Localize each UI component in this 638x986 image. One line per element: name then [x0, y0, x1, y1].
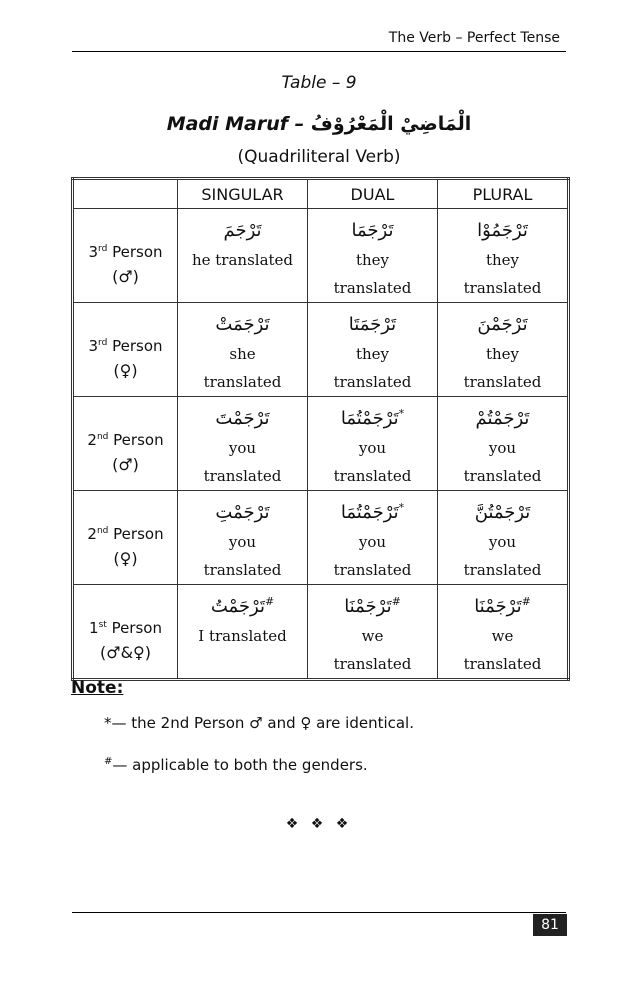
- translation-line-2: translated: [463, 655, 542, 673]
- translation-line-2: translated: [333, 655, 412, 673]
- note-line-identical: [104, 714, 414, 732]
- table-row: [73, 209, 569, 303]
- person-cell: [73, 491, 178, 585]
- translation-line-1: we: [361, 627, 384, 645]
- table-subtitle: (Quadriliteral Verb): [237, 147, 401, 167]
- translation-line-1: we: [491, 627, 514, 645]
- translation-line-1: they: [355, 345, 390, 363]
- translation-line-2: translated: [203, 561, 282, 579]
- person-suffix: rd: [98, 244, 108, 254]
- header-rule: [72, 51, 566, 52]
- person-label: Person: [111, 619, 162, 637]
- verb-cell: [178, 303, 308, 397]
- footnote-marker: *: [398, 407, 405, 420]
- page-number: 81: [533, 914, 567, 936]
- translation-line-2: translated: [333, 467, 412, 485]
- person-suffix: nd: [96, 432, 109, 442]
- translation-line-2: translated: [463, 279, 542, 297]
- translation-line-1: you: [488, 533, 517, 551]
- verb-cell: [308, 209, 438, 303]
- arabic-verb: تَرْجَمَتْ: [215, 314, 270, 335]
- verb-cell: [438, 397, 569, 491]
- arabic-verb: تَرْجَمَتَا: [348, 314, 397, 335]
- translation-line-2: translated: [333, 561, 412, 579]
- footer-rule: [72, 912, 566, 913]
- note-line-both-genders: [104, 756, 368, 774]
- arabic-verb: تَرْجَمْتُ: [210, 596, 265, 617]
- translation-line-2: translated: [463, 561, 542, 579]
- arabic-verb: تَرْجَمُوْا: [477, 220, 528, 241]
- translation-line-1: she: [229, 345, 256, 363]
- translation-line-2: translated: [463, 467, 542, 485]
- translation-line-1: you: [228, 439, 257, 457]
- gender-symbol: (♀): [113, 549, 138, 568]
- footnote-marker: #: [264, 595, 275, 608]
- running-header: The Verb – Perfect Tense: [388, 30, 560, 46]
- column-header-singular: SINGULAR: [178, 179, 308, 209]
- translation-line-1: they: [485, 251, 520, 269]
- note-text: — applicable to both the genders.: [112, 756, 368, 774]
- table-row: [73, 303, 569, 397]
- translation-line-1: you: [228, 533, 257, 551]
- table-row: [73, 585, 569, 680]
- note-text: — the 2nd Person ♂ and ♀ are identical.: [111, 714, 414, 732]
- arabic-verb: تَرْجَمْتِ: [215, 502, 270, 523]
- verb-cell: [178, 491, 308, 585]
- person-label: Person: [113, 431, 164, 449]
- verb-cell: [438, 585, 569, 680]
- arabic-verb: تَرْجَمْتُنَّ: [474, 502, 531, 523]
- verb-cell: [308, 397, 438, 491]
- verb-cell: [308, 303, 438, 397]
- table-row: [73, 397, 569, 491]
- person-suffix: st: [98, 620, 107, 630]
- arabic-verb: تَرْجَمْتُمَا: [340, 408, 399, 429]
- person-number: 2: [87, 431, 97, 449]
- translation-line-1: he translated: [191, 251, 294, 269]
- person-number: 1: [89, 619, 99, 637]
- translation-line-2: translated: [203, 373, 282, 391]
- arabic-verb: تَرْجَمْنَا: [474, 596, 522, 617]
- person-label: Person: [113, 525, 164, 543]
- verb-cell: [308, 585, 438, 680]
- gender-symbol: (♂): [112, 455, 139, 474]
- footnote-marker: #: [391, 595, 401, 608]
- translation-line-1: I translated: [198, 627, 287, 645]
- translation-line-2: translated: [333, 279, 412, 297]
- translation-line-1: they: [485, 345, 520, 363]
- gender-symbol: (♂): [112, 267, 139, 286]
- title-latin: Madi Maruf –: [166, 113, 305, 135]
- footnote-marker: *: [398, 501, 405, 514]
- person-suffix: nd: [96, 526, 109, 536]
- person-number: 2: [87, 525, 97, 543]
- translation-line-1: you: [488, 439, 517, 457]
- conjugation-table: [71, 177, 570, 681]
- translation-line-1: you: [358, 439, 387, 457]
- table-title: [0, 113, 638, 135]
- header-row: [73, 179, 569, 209]
- arabic-verb: تَرْجَمْتُمَا: [340, 502, 399, 523]
- table-number: Table – 9: [281, 73, 357, 93]
- arabic-verb: تَرْجَمَا: [351, 220, 394, 241]
- person-cell: [73, 303, 178, 397]
- translation-line-2: translated: [203, 467, 282, 485]
- verb-cell: [178, 397, 308, 491]
- person-number: 3: [88, 337, 99, 355]
- person-label: Person: [112, 337, 163, 355]
- column-header-empty: [73, 179, 178, 209]
- arabic-verb: تَرْجَمْتَ: [215, 408, 270, 429]
- verb-cell: [438, 491, 569, 585]
- footnote-marker: #: [521, 595, 531, 608]
- diamond-ornament-icon: ❖ ❖ ❖: [285, 816, 353, 832]
- gender-symbol: (♂&♀): [99, 643, 152, 662]
- arabic-verb: تَرْجَمَ: [223, 220, 262, 241]
- person-label: Person: [112, 243, 163, 261]
- verb-cell: [308, 491, 438, 585]
- translation-line-2: translated: [333, 373, 412, 391]
- arabic-verb: تَرْجَمْنَا: [344, 596, 392, 617]
- person-cell: [73, 585, 178, 680]
- translation-line-1: they: [355, 251, 390, 269]
- gender-symbol: (♀): [113, 361, 138, 380]
- translation-line-2: translated: [463, 373, 542, 391]
- verb-cell: [438, 209, 569, 303]
- verb-cell: [178, 209, 308, 303]
- verb-cell: [178, 585, 308, 680]
- asterisk-mark: *: [104, 714, 112, 732]
- person-cell: [73, 397, 178, 491]
- note-heading: Note:: [71, 678, 124, 698]
- person-number: 3: [88, 243, 99, 261]
- hash-mark: #: [104, 756, 113, 767]
- verb-cell: [438, 303, 569, 397]
- column-header-dual: DUAL: [308, 179, 438, 209]
- arabic-verb: تَرْجَمْتُمْ: [475, 408, 530, 429]
- column-header-plural: PLURAL: [438, 179, 569, 209]
- table-row: [73, 491, 569, 585]
- person-suffix: rd: [98, 338, 108, 348]
- person-cell: [73, 209, 178, 303]
- translation-line-1: you: [358, 533, 387, 551]
- title-arabic: الْمَاضِيْ الْمَعْرُوْفُ: [310, 113, 472, 135]
- arabic-verb: تَرْجَمْنَ: [477, 314, 528, 335]
